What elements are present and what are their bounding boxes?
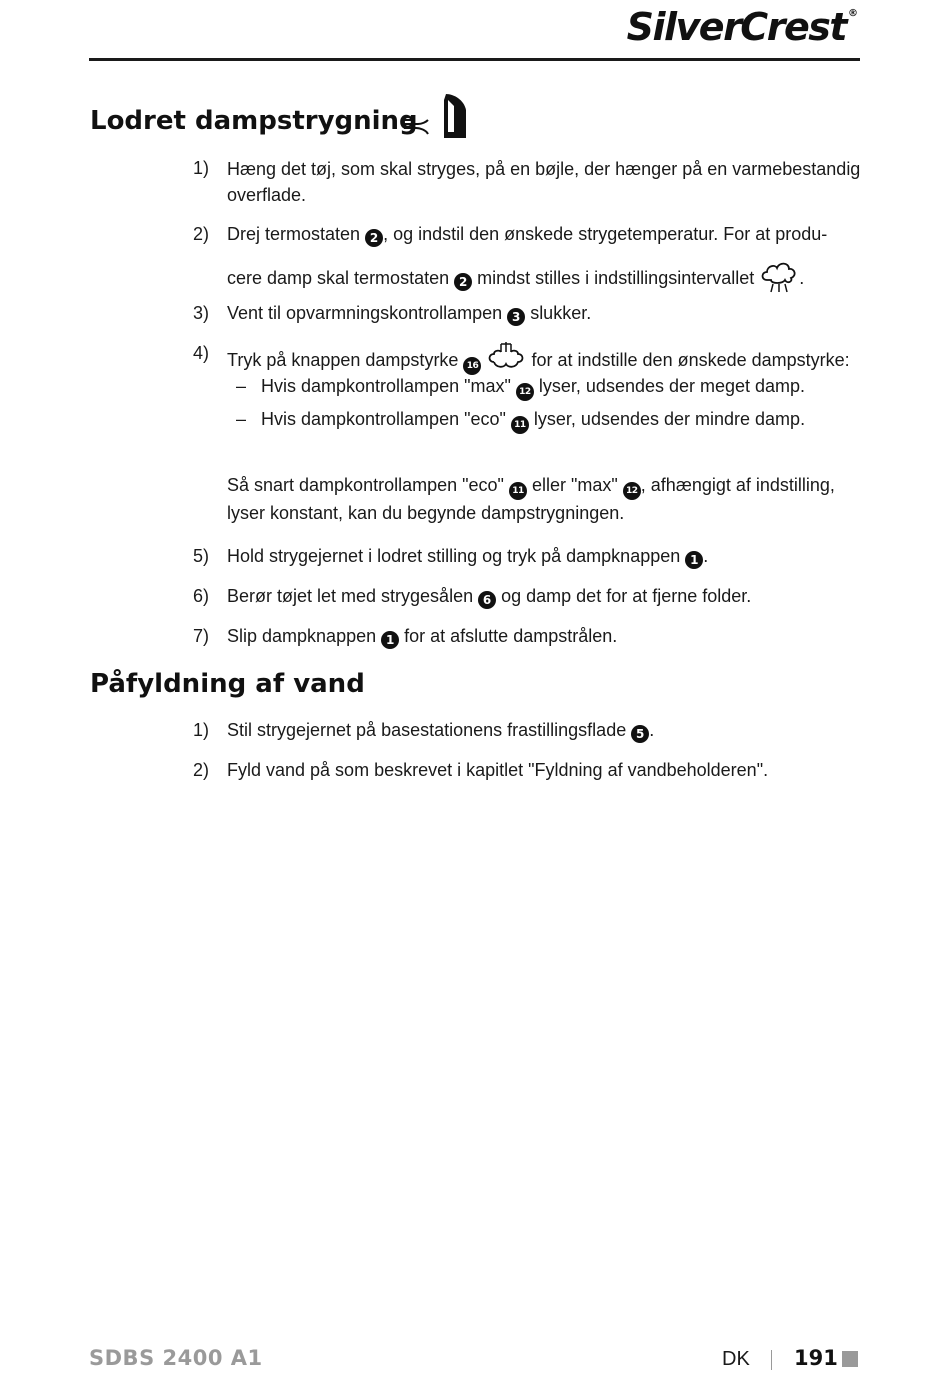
steam-blow-icon <box>400 114 434 140</box>
ref-badge: 11 <box>511 416 529 434</box>
step-number: 4) <box>193 343 210 363</box>
step-text-part: for at indstille den ønskede dampstyrke: <box>531 350 850 370</box>
step-number: 6) <box>193 586 210 606</box>
step-number: 1) <box>193 720 210 740</box>
bullet-text-part: Hvis dampkontrollampen "max" <box>261 376 511 396</box>
paragraph-text-part: , afhængigt af indstilling, <box>640 475 835 495</box>
step-text <box>227 260 804 294</box>
paragraph-text-part: Så snart dampkontrollampen "eco" <box>227 475 504 495</box>
section-title-vertical-steam: Lodret dampstrygning <box>90 106 418 136</box>
bullet-item <box>261 406 805 434</box>
step-text <box>227 221 827 247</box>
bullet-text-part: Hvis dampkontrollampen "eco" <box>261 409 506 429</box>
paragraph <box>227 472 835 526</box>
ref-badge: 12 <box>516 383 534 401</box>
step-number: 7) <box>193 626 210 646</box>
section-icons <box>400 92 468 145</box>
footer-square <box>842 1351 858 1367</box>
section-title-water-filling: Påfyldning af vand <box>90 669 365 699</box>
step-text-part: slukker. <box>530 303 592 323</box>
footer-divider <box>771 1350 772 1370</box>
step-text-part: Slip dampknappen <box>227 626 377 646</box>
paragraph-line <box>227 472 835 500</box>
brand-name: SilverCrest <box>626 5 846 49</box>
ref-badge: 12 <box>623 482 641 500</box>
iron-upright-icon <box>440 92 468 140</box>
bullet-item <box>261 373 805 401</box>
step-text <box>227 156 860 208</box>
ref-badge: 1 <box>685 551 703 569</box>
registered-mark: ® <box>848 8 858 19</box>
step-text-part: mindst stilles i indstillingsintervallet <box>477 268 755 288</box>
ref-badge: 16 <box>463 357 481 375</box>
step-number: 2) <box>193 760 210 780</box>
step-text-part: Berør tøjet let med strygesålen <box>227 586 474 606</box>
step-line: overflade. <box>227 185 307 205</box>
step-text-part: . <box>649 720 655 740</box>
step-number: 1) <box>193 158 210 178</box>
step-number: 5) <box>193 546 210 566</box>
step-text <box>227 543 708 569</box>
footer-language: DK <box>722 1348 750 1370</box>
step-text-part: Drej termostaten <box>227 224 361 244</box>
bullet-text-part: lyser, udsendes der meget damp. <box>538 376 806 396</box>
header-rule <box>89 58 860 61</box>
step-number: 2) <box>193 224 210 244</box>
footer-model: SDBS 2400 A1 <box>89 1346 263 1370</box>
paragraph-text-part: eller "max" <box>531 475 618 495</box>
ref-badge: 6 <box>478 591 496 609</box>
page-number: 191 <box>794 1346 838 1370</box>
step-text-part: Hold strygejernet i lodret stilling og tryk på dampknappen <box>227 546 681 566</box>
step-text-part: . <box>703 546 709 566</box>
bullet-text-part: lyser, udsendes der mindre damp. <box>533 409 806 429</box>
ref-badge: 2 <box>365 229 383 247</box>
step-text <box>227 340 850 375</box>
brand-logo <box>627 5 858 49</box>
step-text <box>227 623 617 649</box>
step-line: Hæng det tøj, som skal stryges, på en bøjle, der hænger på en varmebestandig <box>227 159 861 179</box>
step-text-part: Stil strygejernet på basestationens frastillingsflade <box>227 720 627 740</box>
paragraph-line: lyser konstant, kan du begynde dampstrygningen. <box>227 503 625 523</box>
ref-badge: 1 <box>381 631 399 649</box>
step-text-part: for at afslutte dampstrålen. <box>404 626 618 646</box>
step-text-part: , og indstil den ønskede strygetemperatur. For at produ- <box>383 224 828 244</box>
ref-badge: 5 <box>631 725 649 743</box>
bullet-dash: – <box>236 376 247 396</box>
ref-badge: 3 <box>507 308 525 326</box>
steam-cloud-icon <box>759 260 799 294</box>
step-text <box>227 583 751 609</box>
step-text-part: og damp det for at fjerne folder. <box>501 586 752 606</box>
ref-badge: 2 <box>454 273 472 291</box>
ref-badge: 11 <box>509 482 527 500</box>
step-text-part: Tryk på knappen dampstyrke <box>227 350 459 370</box>
step-text <box>227 300 591 326</box>
step-text: Fyld vand på som beskrevet i kapitlet "Fyldning af vandbeholderen". <box>227 760 769 780</box>
bullet-dash: – <box>236 409 247 429</box>
step-text-part: Vent til opvarmningskontrollampen <box>227 303 503 323</box>
step-text <box>227 717 654 743</box>
step-text-part: cere damp skal termostaten <box>227 268 450 288</box>
steam-strength-icon <box>486 340 526 374</box>
step-text-part: . <box>799 268 805 288</box>
step-number: 3) <box>193 303 210 323</box>
